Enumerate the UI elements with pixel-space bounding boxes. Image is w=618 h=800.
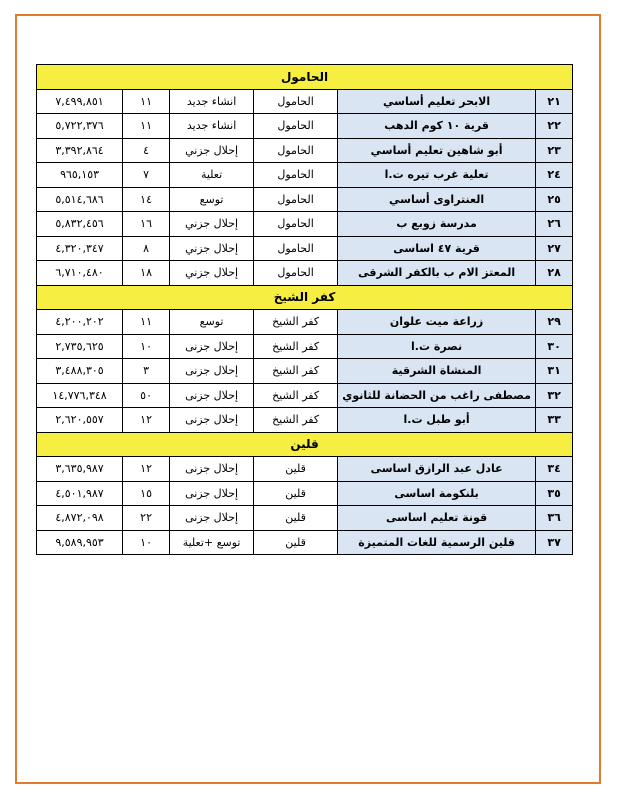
row-number: ٣٥ — [536, 481, 573, 506]
table-row — [37, 506, 573, 531]
cost-value: ٥,٧٢٢,٣٧٦ — [37, 114, 123, 139]
district: قلين — [254, 457, 338, 482]
work-type: إحلال جزنى — [170, 457, 254, 482]
row-number: ٢٢ — [536, 114, 573, 139]
work-type: إحلال جزني — [170, 236, 254, 261]
district: الحامول — [254, 138, 338, 163]
row-number: ٢٤ — [536, 163, 573, 188]
district: قلين — [254, 530, 338, 555]
classroom-count: ٢٢ — [123, 506, 170, 531]
classroom-count: ١٦ — [123, 212, 170, 237]
work-type: إحلال جزنى — [170, 481, 254, 506]
cost-value: ٣,٦٣٥,٩٨٧ — [37, 457, 123, 482]
school-name: العنتراوى أساسي — [338, 187, 536, 212]
work-type: إحلال جزني — [170, 261, 254, 286]
table-row — [37, 261, 573, 286]
work-type: توسع +تعلية — [170, 530, 254, 555]
section-title: قلين — [37, 432, 573, 457]
cost-value: ٥,٥١٤,٦٨٦ — [37, 187, 123, 212]
cost-value: ٢,٦٢٠,٥٥٧ — [37, 408, 123, 433]
cost-value: ٣,٤٨٨,٣٠٥ — [37, 359, 123, 384]
cost-value: ٥,٨٣٢,٤٥٦ — [37, 212, 123, 237]
district: الحامول — [254, 163, 338, 188]
row-number: ٢١ — [536, 89, 573, 114]
school-name: زراعة ميت علوان — [338, 310, 536, 335]
classroom-count: ٨ — [123, 236, 170, 261]
section-title: كفر الشيخ — [37, 285, 573, 310]
schools-table — [36, 64, 573, 555]
classroom-count: ٥٠ — [123, 383, 170, 408]
school-name: بلنكومة اساسى — [338, 481, 536, 506]
school-name: الابحر تعليم أساسي — [338, 89, 536, 114]
classroom-count: ٧ — [123, 163, 170, 188]
classroom-count: ١٢ — [123, 457, 170, 482]
district: كفر الشيخ — [254, 334, 338, 359]
cost-value: ٤,٨٧٢,٠٩٨ — [37, 506, 123, 531]
table-row — [37, 457, 573, 482]
classroom-count: ١١ — [123, 114, 170, 139]
table-row — [37, 114, 573, 139]
row-number: ٣٠ — [536, 334, 573, 359]
school-name: أبو شاهين تعليم أساسي — [338, 138, 536, 163]
row-number: ٢٨ — [536, 261, 573, 286]
table-row — [37, 163, 573, 188]
row-number: ٣١ — [536, 359, 573, 384]
work-type: إحلال جزني — [170, 212, 254, 237]
row-number: ٣٤ — [536, 457, 573, 482]
classroom-count: ١٠ — [123, 334, 170, 359]
row-number: ٣٣ — [536, 408, 573, 433]
school-name: قرية ٤٧ اساسى — [338, 236, 536, 261]
cost-value: ١٤,٧٧٦,٣٤٨ — [37, 383, 123, 408]
work-type: إحلال جزنى — [170, 334, 254, 359]
school-name: تعلية غرب تيره ت.ا — [338, 163, 536, 188]
cost-value: ٤,٢٠٠,٢٠٢ — [37, 310, 123, 335]
classroom-count: ١١ — [123, 310, 170, 335]
row-number: ٢٩ — [536, 310, 573, 335]
district: الحامول — [254, 261, 338, 286]
row-number: ٢٦ — [536, 212, 573, 237]
table-row — [37, 138, 573, 163]
table-body — [37, 65, 573, 555]
table-row — [37, 530, 573, 555]
work-type: توسع — [170, 187, 254, 212]
district: كفر الشيخ — [254, 359, 338, 384]
work-type: إحلال جزنى — [170, 506, 254, 531]
school-name: عادل عبد الرازق اساسى — [338, 457, 536, 482]
school-name: المعتز الام ب بالكفر الشرقى — [338, 261, 536, 286]
school-name: أبو طبل ت.ا — [338, 408, 536, 433]
work-type: توسع — [170, 310, 254, 335]
district: كفر الشيخ — [254, 408, 338, 433]
classroom-count: ٤ — [123, 138, 170, 163]
district: الحامول — [254, 89, 338, 114]
district: الحامول — [254, 114, 338, 139]
work-type: إحلال جزني — [170, 138, 254, 163]
row-number: ٣٧ — [536, 530, 573, 555]
cost-value: ٢,٧٣٥,٦٢٥ — [37, 334, 123, 359]
table-row — [37, 89, 573, 114]
cost-value: ٦,٧١٠,٤٨٠ — [37, 261, 123, 286]
row-number: ٣٦ — [536, 506, 573, 531]
work-type: تعلية — [170, 163, 254, 188]
table-row — [37, 212, 573, 237]
cost-value: ٣,٣٩٢,٨٦٤ — [37, 138, 123, 163]
table-row — [37, 383, 573, 408]
classroom-count: ١٢ — [123, 408, 170, 433]
school-name: قرية ١٠ كوم الدهب — [338, 114, 536, 139]
cost-value: ٤,٣٢٠,٣٤٧ — [37, 236, 123, 261]
classroom-count: ١٤ — [123, 187, 170, 212]
cost-value: ٩,٥٨٩,٩٥٣ — [37, 530, 123, 555]
district: الحامول — [254, 212, 338, 237]
district: الحامول — [254, 236, 338, 261]
section-title: الحامول — [37, 65, 573, 90]
classroom-count: ١٥ — [123, 481, 170, 506]
row-number: ٢٣ — [536, 138, 573, 163]
school-name: نصرة ت.ا — [338, 334, 536, 359]
section-header — [37, 432, 573, 457]
work-type: انشاء جديد — [170, 89, 254, 114]
classroom-count: ١١ — [123, 89, 170, 114]
table-row — [37, 359, 573, 384]
table-row — [37, 481, 573, 506]
cost-value: ٤,٥٠١,٩٨٧ — [37, 481, 123, 506]
school-name: قونة تعليم اساسى — [338, 506, 536, 531]
table-row — [37, 310, 573, 335]
work-type: إحلال جزنى — [170, 383, 254, 408]
school-name: قلين الرسمية للغات المتميزة — [338, 530, 536, 555]
table-row — [37, 408, 573, 433]
classroom-count: ١٨ — [123, 261, 170, 286]
row-number: ٢٧ — [536, 236, 573, 261]
district: كفر الشيخ — [254, 383, 338, 408]
row-number: ٢٥ — [536, 187, 573, 212]
classroom-count: ٣ — [123, 359, 170, 384]
school-name: مدرسة زوبع ب — [338, 212, 536, 237]
district: الحامول — [254, 187, 338, 212]
classroom-count: ١٠ — [123, 530, 170, 555]
section-header — [37, 285, 573, 310]
district: قلين — [254, 506, 338, 531]
work-type: انشاء جديد — [170, 114, 254, 139]
section-header — [37, 65, 573, 90]
table-row — [37, 187, 573, 212]
cost-value: ٩٦٥,١٥٣ — [37, 163, 123, 188]
school-name: المنشاة الشرقية — [338, 359, 536, 384]
school-name: مصطفى راغب من الحضانة للثانوي — [338, 383, 536, 408]
district: كفر الشيخ — [254, 310, 338, 335]
table-row — [37, 236, 573, 261]
work-type: إحلال جزنى — [170, 359, 254, 384]
cost-value: ٧,٤٩٩,٨٥١ — [37, 89, 123, 114]
table-row — [37, 334, 573, 359]
work-type: إحلال جزنى — [170, 408, 254, 433]
row-number: ٣٢ — [536, 383, 573, 408]
district: قلين — [254, 481, 338, 506]
